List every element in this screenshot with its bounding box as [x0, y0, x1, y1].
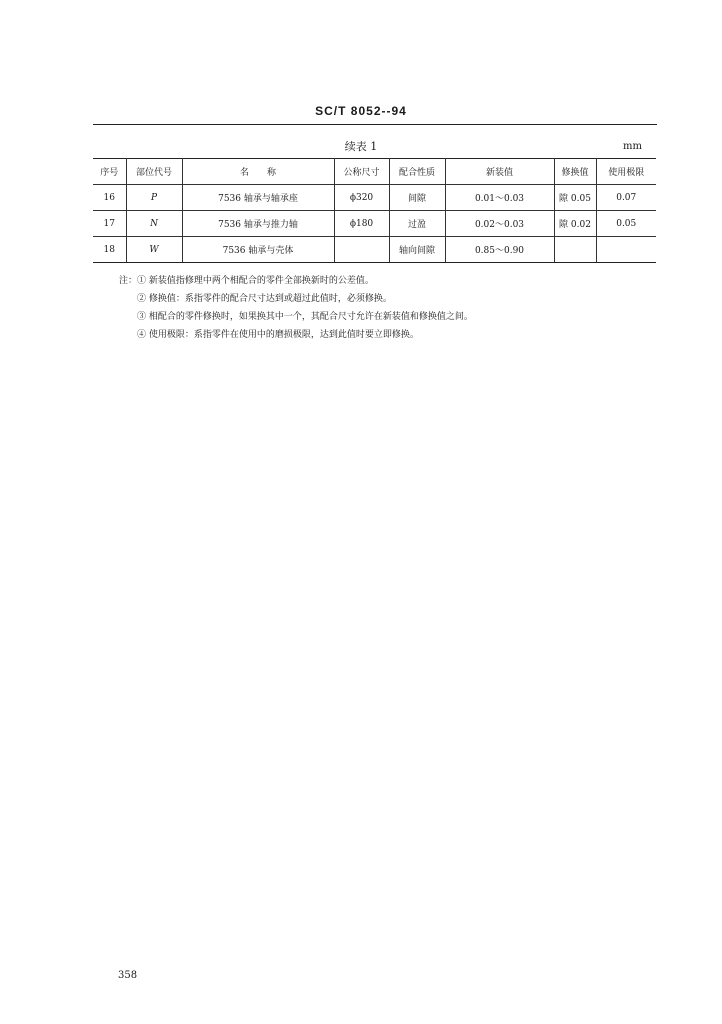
- table-cell: 17: [93, 211, 126, 237]
- table-cell: 过盈: [389, 211, 445, 237]
- unit-label: mm: [623, 141, 642, 152]
- table-cell: 0.07: [596, 185, 656, 211]
- note-item: [119, 272, 473, 290]
- page-number: 358: [118, 970, 138, 981]
- column-header: 公称尺寸: [334, 159, 389, 185]
- table-cell: 7536 轴承与推力轴: [182, 211, 334, 237]
- table-cell: 0.85～0.90: [445, 237, 554, 263]
- spec-table: [93, 158, 656, 263]
- table-cell: 18: [93, 237, 126, 263]
- table-cell: [334, 237, 389, 263]
- note-prefix: 注：: [119, 276, 138, 286]
- column-header: 修换值: [554, 159, 596, 185]
- column-header: 新装值: [445, 159, 554, 185]
- table-notes: [119, 272, 473, 344]
- table-cell: W: [126, 237, 182, 263]
- note-item: [119, 308, 473, 326]
- table-cell: 0.02～0.03: [445, 211, 554, 237]
- note-text: ③ 相配合的零件修换时，如果换其中一个，其配合尺寸允许在新装值和修换值之间。: [137, 312, 473, 322]
- column-header: 部位代号: [126, 159, 182, 185]
- table-row: [93, 185, 656, 211]
- table-header-row: [93, 159, 656, 185]
- note-text: ④ 使用极限：系指零件在使用中的磨损极限，达到此值时要立即修换。: [137, 330, 419, 340]
- table-cell: 隙 0.02: [554, 211, 596, 237]
- header-rule: [93, 124, 657, 125]
- table-title: 续表 1: [344, 140, 378, 153]
- note-item: [119, 290, 473, 308]
- table-row: [93, 237, 656, 263]
- table-cell: 隙 0.05: [554, 185, 596, 211]
- table-cell: 轴向间隙: [389, 237, 445, 263]
- column-header: 使用极限: [596, 159, 656, 185]
- standard-code: SC/T 8052--94: [315, 104, 407, 118]
- table-cell: 0.05: [596, 211, 656, 237]
- table-cell: 7536 轴承与轴承座: [182, 185, 334, 211]
- table-cell: [596, 237, 656, 263]
- column-header: 配合性质: [389, 159, 445, 185]
- table-cell: 间隙: [389, 185, 445, 211]
- note-item: [119, 326, 473, 344]
- table-cell: P: [126, 185, 182, 211]
- column-header: 名 称: [182, 159, 334, 185]
- table-cell: ϕ320: [334, 185, 389, 211]
- note-text: ② 修换值：系指零件的配合尺寸达到或超过此值时，必须修换。: [137, 294, 392, 304]
- column-header: 序号: [93, 159, 126, 185]
- table-cell: 7536 轴承与壳体: [182, 237, 334, 263]
- table-cell: ϕ180: [334, 211, 389, 237]
- table-cell: 16: [93, 185, 126, 211]
- note-text: ① 新装值指修理中两个相配合的零件全部换新时的公差值。: [137, 276, 374, 286]
- table-row: [93, 211, 656, 237]
- table-cell: 0.01～0.03: [445, 185, 554, 211]
- table-cell: [554, 237, 596, 263]
- table-cell: N: [126, 211, 182, 237]
